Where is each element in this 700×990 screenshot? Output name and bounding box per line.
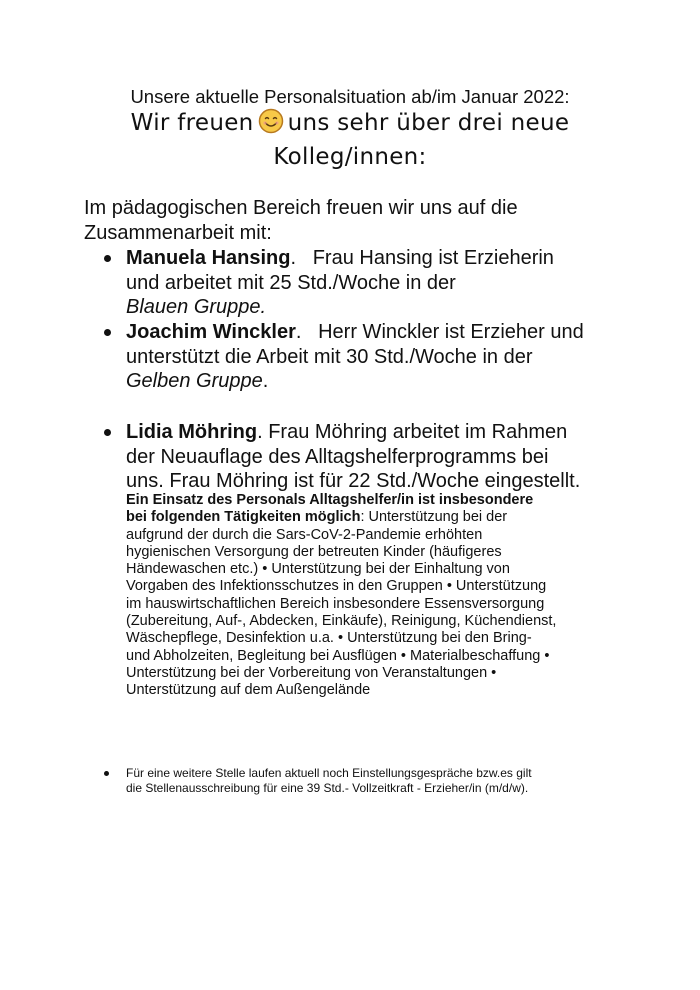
tasks-line: und Abholzeiten, Begleitung bei Ausflügen • Materialbeschaffung • — [126, 647, 550, 664]
staff-group: Gelben Gruppe — [126, 370, 263, 392]
tasks-line: Unterstützung bei der Vorbereitung von Veranstaltungen • — [126, 664, 497, 681]
tasks-description — [126, 492, 626, 700]
tasks-heading-line-1: Ein Einsatz des Personals Alltagshelfer/in ist insbesondere — [126, 492, 534, 508]
staff-description-line: uns. Frau Möhring ist für 22 Std./Woche eingestellt. — [126, 470, 581, 492]
tasks-line: Unterstützung auf dem Außengelände — [126, 682, 371, 699]
tasks-line: Vorgaben des Infektionsschutzes in den Gruppen • Unterstützung — [126, 578, 547, 595]
staff-description: . Frau Möhring arbeitet im Rahmen — [257, 421, 568, 443]
staff-description-line: der Neuauflage des Alltagshelferprogramms bei — [126, 445, 549, 468]
staff-name: Manuela Hansing — [126, 247, 291, 269]
subtitle: Unsere aktuelle Personalsituation ab/im Januar 2022: — [130, 86, 570, 107]
tasks-line: Händewaschen etc.) • Unterstützung bei der Einhaltung von — [126, 561, 510, 578]
staff-name: Lidia Möhring — [126, 421, 258, 443]
tasks-line: (Zubereitung, Auf-, Abdecken, Einkäufe), Reinigung, Küchendienst, — [126, 613, 557, 630]
headline-part-2: uns sehr über drei neue — [287, 110, 570, 136]
tasks-line: hygienischen Versorgung der betreuten Kinder (häufigeres — [126, 543, 502, 560]
bullet-icon — [104, 329, 111, 336]
staff-description-line: und arbeitet mit 25 Std./Woche in der — [126, 271, 456, 294]
headline-line-1 — [0, 106, 700, 140]
staff-group-suffix: . — [260, 296, 267, 318]
smiling-face-icon — [258, 108, 284, 134]
headline-line-2: Kolleg/innen: — [273, 144, 427, 170]
intro-text — [84, 196, 604, 245]
staff-group-suffix: . — [262, 370, 269, 392]
staff-description-line: unterstützt die Arbeit mit 30 Std./Woche in der — [126, 345, 533, 368]
bullet-icon — [104, 255, 111, 262]
note-line-2: die Stellenausschreibung für eine 39 Std.- Vollzeitkraft - Erzieher/in (m/d/w). — [126, 781, 529, 795]
intro-line-2: Zusammenarbeit mit: — [84, 221, 272, 244]
tasks-heading-line-2: bei folgenden Tätigkeiten möglich — [126, 509, 361, 526]
staff-description: . Herr Winckler ist Erzieher und — [295, 321, 584, 343]
headline-part-1: Wir freuen — [130, 110, 254, 136]
tasks-line: Wäschepflege, Desinfektion u.a. • Unterstützung bei den Bring- — [126, 630, 532, 647]
note-line-1: Für eine weitere Stelle laufen aktuell noch Einstellungsgespräche bzw.es gilt — [126, 766, 532, 780]
staff-description: . Frau Hansing ist Erzieherin — [290, 247, 554, 269]
staff-group: Blauen Gruppe — [126, 296, 261, 318]
tasks-line: aufgrund der durch die Sars-CoV-2-Pandemie erhöhten — [126, 526, 483, 543]
tasks-line: im hauswirtschaftlichen Bereich insbesondere Essensversorgung — [126, 595, 545, 612]
headline — [0, 106, 700, 174]
bullet-icon — [104, 429, 111, 436]
intro-line-1: Im pädagogischen Bereich freuen wir uns auf die — [84, 197, 518, 219]
staff-name: Joachim Winckler — [126, 321, 296, 343]
bullet-icon — [104, 771, 109, 776]
tasks-text: : Unterstützung bei der — [360, 509, 508, 526]
